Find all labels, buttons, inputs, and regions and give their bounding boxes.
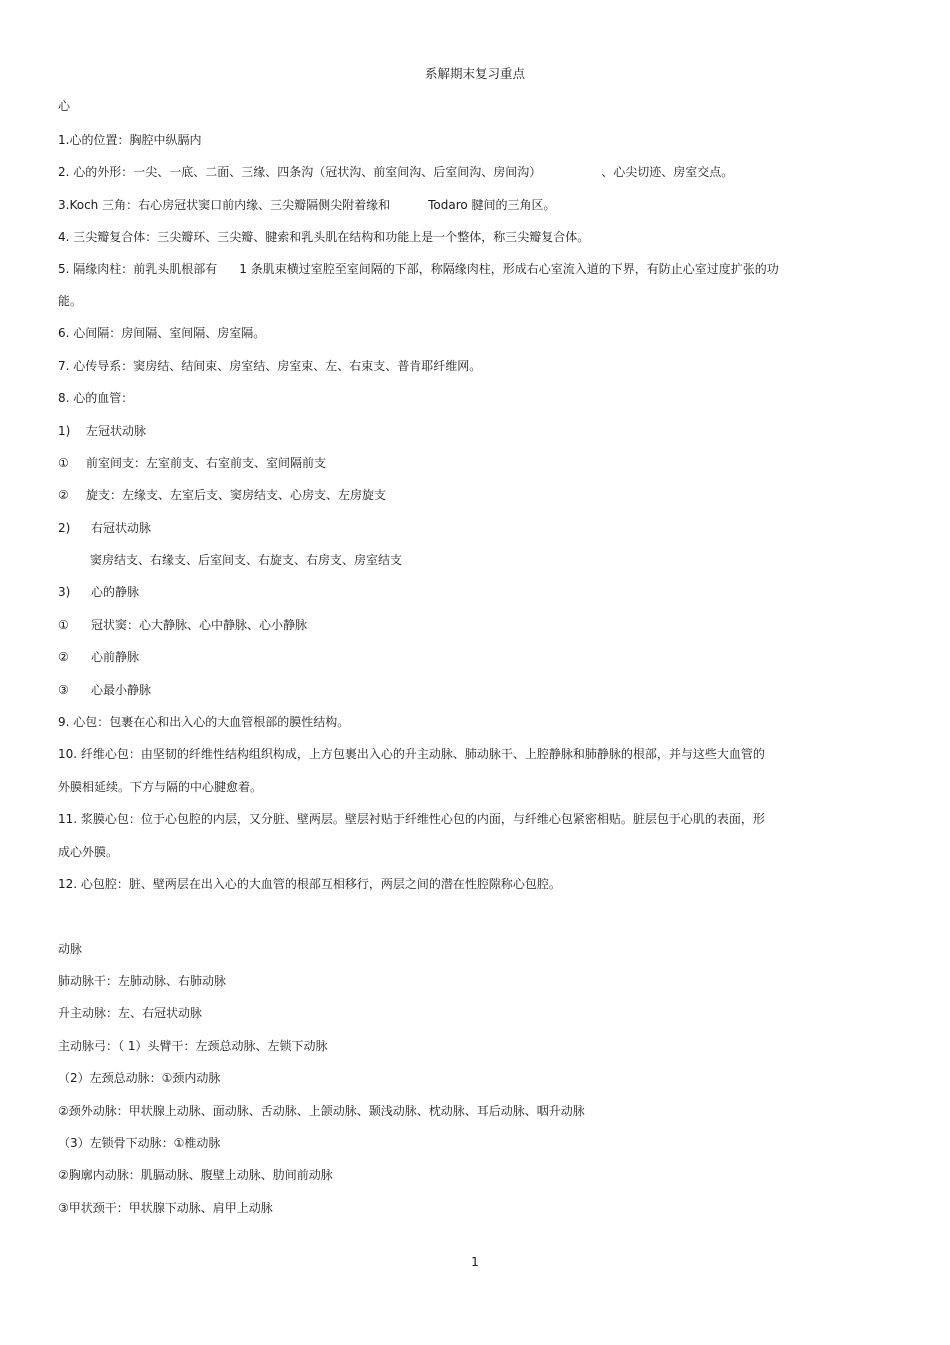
artery-item-pulmonary-trunk: 肺动脉干：左肺动脉、右肺动脉 (58, 974, 227, 988)
sub-item-number: 1) (58, 424, 71, 438)
section-heading-artery: 动脉 (58, 942, 83, 956)
item-4: 4. 三尖瓣复合体：三尖瓣环、三尖瓣、腱索和乳头肌在结构和功能上是一个整体，称三尖瓣复合体。 (58, 230, 590, 244)
sub-item-number: ② (58, 488, 69, 502)
sub-item-text: 冠状窦：心大静脉、心中静脉、心小静脉 (91, 618, 308, 632)
sub-item-cardiac-veins (58, 583, 838, 601)
artery-item-left-common-carotid: （2）左颈总动脉：①颈内动脉 (58, 1071, 221, 1085)
item-5-part-b: 1 条肌束横过室腔至室间隔的下部，称隔缘肉柱，形成右心室流入道的下界，有防止心室过度扩张的功 (239, 262, 779, 276)
sub-item-anterior-interventricular (58, 454, 838, 472)
item-7: 7. 心传导系：窦房结、结间束、房室结、房室束、左、右束支、普肯耶纤维网。 (58, 359, 482, 373)
item-5-part-a: 5. 隔缘肉柱：前乳头肌根部有 (58, 262, 218, 276)
section-heading-heart: 心 (58, 99, 71, 113)
sub-item-coronary-sinus (58, 616, 838, 634)
item-2-part-a: 2. 心的外形：一尖、一底、二面、三缘、四条沟（冠状沟、前室间沟、后室间沟、房间沟） (58, 165, 542, 179)
document-title: 系解期末复习重点 (424, 66, 525, 81)
item-8: 8. 心的血管： (58, 391, 134, 405)
sub-item-text: 心最小静脉 (91, 683, 152, 697)
sub-item-left-coronary (58, 422, 838, 440)
item-10: 10. 纤维心包：由坚韧的纤维性结构组织构成，上方包裹出入心的升主动脉、肺动脉干、上腔静脉和肺静脉的根部，并与这些大血管的 (58, 747, 765, 761)
item-12: 12. 心包腔：脏、壁两层在出入心的大血管的根部互相移行，两层之间的潜在性腔隙称心包腔。 (58, 877, 561, 891)
sub-item-right-coronary (58, 519, 838, 537)
item-3-part-b: Todaro 腱间的三角区。 (428, 198, 556, 212)
sub-item-smallest-cardiac-vein (58, 681, 838, 699)
sub-item-text: 前室间支：左室前支、右室前支、室间隔前支 (86, 456, 327, 470)
item-1: 1.心的位置：胸腔中纵膈内 (58, 133, 202, 147)
artery-item-aortic-arch: 主动脉弓：（ 1）头臂干：左颈总动脉、左锁下动脉 (58, 1039, 328, 1053)
sub-item-number: ① (58, 456, 69, 470)
sub-item-number: ① (58, 618, 69, 632)
artery-item-internal-thoracic: ②胸廓内动脉：肌膈动脉、腹壁上动脉、肋间前动脉 (58, 1168, 333, 1182)
sub-item-circumflex (58, 486, 838, 504)
page-number: 1 (471, 1255, 479, 1269)
item-3-part-a: 3.Koch 三角：右心房冠状窦口前内缘、三尖瓣隔侧尖附着缘和 (58, 198, 391, 212)
item-5-continued: 能。 (58, 294, 83, 308)
sub-item-text: 旋支：左缘支、左室后支、窦房结支、心房支、左房旋支 (86, 488, 387, 502)
item-11: 11. 浆膜心包：位于心包腔的内层，又分脏、壁两层。壁层衬贴于纤维性心包的内面，与纤维心包紧密相贴。脏层包于心肌的表面，形 (58, 812, 765, 826)
sub-item-anterior-cardiac-vein (58, 648, 838, 666)
sub-item-number: ② (58, 650, 69, 664)
sub-item-text: 右冠状动脉 (91, 521, 152, 535)
item-2 (58, 163, 838, 181)
item-5 (58, 260, 838, 278)
item-3 (58, 196, 838, 214)
sub-item-number: ③ (58, 683, 69, 697)
sub-item-number: 2) (58, 521, 71, 535)
item-10-continued: 外膜相延续。下方与隔的中心腱愈着。 (58, 780, 263, 794)
artery-item-thyrocervical-trunk: ③甲状颈干：甲状腺下动脉、肩甲上动脉 (58, 1201, 273, 1215)
item-2-part-b: 、心尖切迹、房室交点。 (601, 165, 734, 179)
artery-item-external-carotid: ②颈外动脉：甲状腺上动脉、面动脉、舌动脉、上颌动脉、颞浅动脉、枕动脉、耳后动脉、咽升动脉 (58, 1104, 585, 1118)
item-6: 6. 心间隔：房间隔、室间隔、房室隔。 (58, 326, 266, 340)
sub-item-text: 左冠状动脉 (86, 424, 147, 438)
item-11-continued: 成心外膜。 (58, 845, 119, 859)
sub-item-right-coronary-branches: 窦房结支、右缘支、后室间支、右旋支、右房支、房室结支 (90, 553, 403, 567)
item-9: 9. 心包：包裹在心和出入心的大血管根部的膜性结构。 (58, 715, 350, 729)
artery-item-left-subclavian: （3）左锁骨下动脉：①椎动脉 (58, 1136, 221, 1150)
sub-item-number: 3) (58, 585, 71, 599)
artery-item-ascending-aorta: 升主动脉：左、右冠状动脉 (58, 1006, 203, 1020)
sub-item-text: 心前静脉 (91, 650, 140, 664)
sub-item-text: 心的静脉 (91, 585, 140, 599)
